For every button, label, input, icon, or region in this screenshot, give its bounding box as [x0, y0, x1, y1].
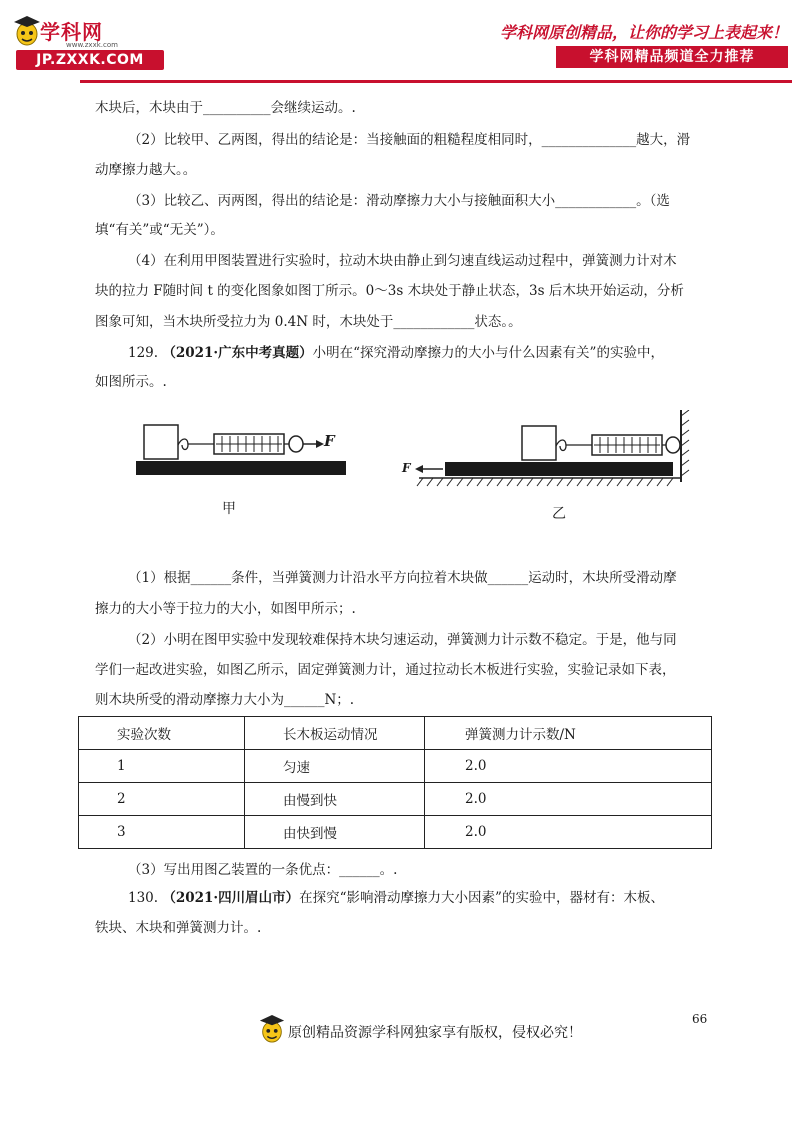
text-line: 则木块所受的滑动摩擦力大小为______N；.	[95, 692, 355, 708]
mascot-icon	[12, 14, 42, 48]
text-line: 木块后，木块由于__________会继续运动。.	[95, 100, 356, 116]
table-cell: 由慢到快	[245, 783, 425, 816]
question-text: 在探究“影响滑动摩擦力大小因素”的实验中，器材有：木板、	[299, 890, 664, 906]
table-cell: 1	[79, 750, 245, 783]
text-line: （2）小明在图甲实验中发现较难保持木块匀速运动，弹簧测力计示数不稳定。于是，他与同	[128, 632, 677, 648]
question-130-stem	[128, 888, 748, 908]
table-cell: 2.0	[425, 816, 712, 849]
question-number: 129.	[128, 345, 159, 361]
text-line: 学们一起改进实验，如图乙所示，固定弹簧测力计，通过拉动长木板进行实验，实验记录如下表，	[95, 662, 676, 678]
page-number: 66	[692, 1012, 708, 1026]
force-label: F	[324, 432, 335, 450]
table-cell: 2.0	[425, 750, 712, 783]
figure-caption-jia: 甲	[222, 501, 236, 517]
table-row	[79, 816, 712, 849]
table-header-cell: 实验次数	[79, 717, 245, 750]
question-text: 小明在“探究滑动摩擦力的大小与什么因素有关”的实验中，	[312, 345, 664, 361]
table-cell: 2	[79, 783, 245, 816]
text-line: 擦力的大小等于拉力的大小，如图甲所示；.	[95, 601, 356, 617]
force-label: F	[402, 461, 411, 475]
table-row	[79, 750, 712, 783]
site-logo[interactable]	[10, 14, 160, 74]
logo-url: JP.ZXXK.COM	[16, 50, 164, 70]
text-line: （1）根据______条件，当弹簧测力计沿水平方向拉着木块做______运动时，木块所受滑动摩	[128, 570, 677, 586]
footer-copyright: 原创精品资源学科网独家享有版权，侵权必究！	[288, 1025, 582, 1041]
channel-banner: 学科网精品频道全力推荐	[556, 46, 788, 68]
text-line: （2）比较甲、乙两图，得出的结论是：当接触面的粗糙程度相同时，______________越大，滑	[128, 132, 691, 148]
table-cell: 匀速	[245, 750, 425, 783]
table-header-row	[79, 717, 712, 750]
text-line: 如图所示。.	[95, 374, 167, 390]
table-cell: 由快到慢	[245, 816, 425, 849]
header-slogan: 学科网原创精品，让你的学习上表起来！	[499, 23, 788, 42]
figure-caption-yi: 乙	[552, 506, 566, 522]
text-line: 铁块、木块和弹簧测力计。.	[95, 920, 262, 936]
text-line: （3）比较乙、丙两图，得出的结论是：滑动摩擦力大小与接触面积大小____________。（选	[128, 193, 670, 209]
question-source: （2021·四川眉山市）	[162, 890, 300, 906]
figure-yi	[405, 410, 695, 530]
text-line: 填“有关”或“无关”）。	[95, 222, 224, 238]
table-cell: 3	[79, 816, 245, 849]
text-line: （4）在利用甲图装置进行实验时，拉动木块由静止到匀速直线运动过程中，弹簧测力计对木	[128, 253, 677, 269]
text-line: 图象可知，当木块所受拉力为 0.4N 时，木块处于____________状态。。	[95, 314, 522, 330]
experiment-table	[78, 716, 712, 849]
text-line: 动摩擦力越大。。	[95, 162, 197, 178]
text-line: （3）写出用图乙装置的一条优点：______。.	[128, 862, 398, 878]
table-header-cell: 弹簧测力计示数/N	[425, 717, 712, 750]
logo-text: 学科网	[40, 20, 103, 44]
header-divider	[80, 80, 792, 83]
text-line: 块的拉力 F随时间 t 的变化图象如图丁所示。0～3s 木块处于静止状态，3s 后木块开始运动，分析	[95, 283, 684, 299]
question-129-stem	[128, 343, 748, 363]
mascot-icon	[258, 1012, 286, 1046]
table-header-cell: 长木板运动情况	[245, 717, 425, 750]
logo-subtext: www.zxxk.com	[66, 41, 118, 49]
question-number: 130.	[128, 890, 159, 906]
table-row	[79, 783, 712, 816]
question-source: （2021·广东中考真题）	[162, 345, 313, 361]
table-cell: 2.0	[425, 783, 712, 816]
